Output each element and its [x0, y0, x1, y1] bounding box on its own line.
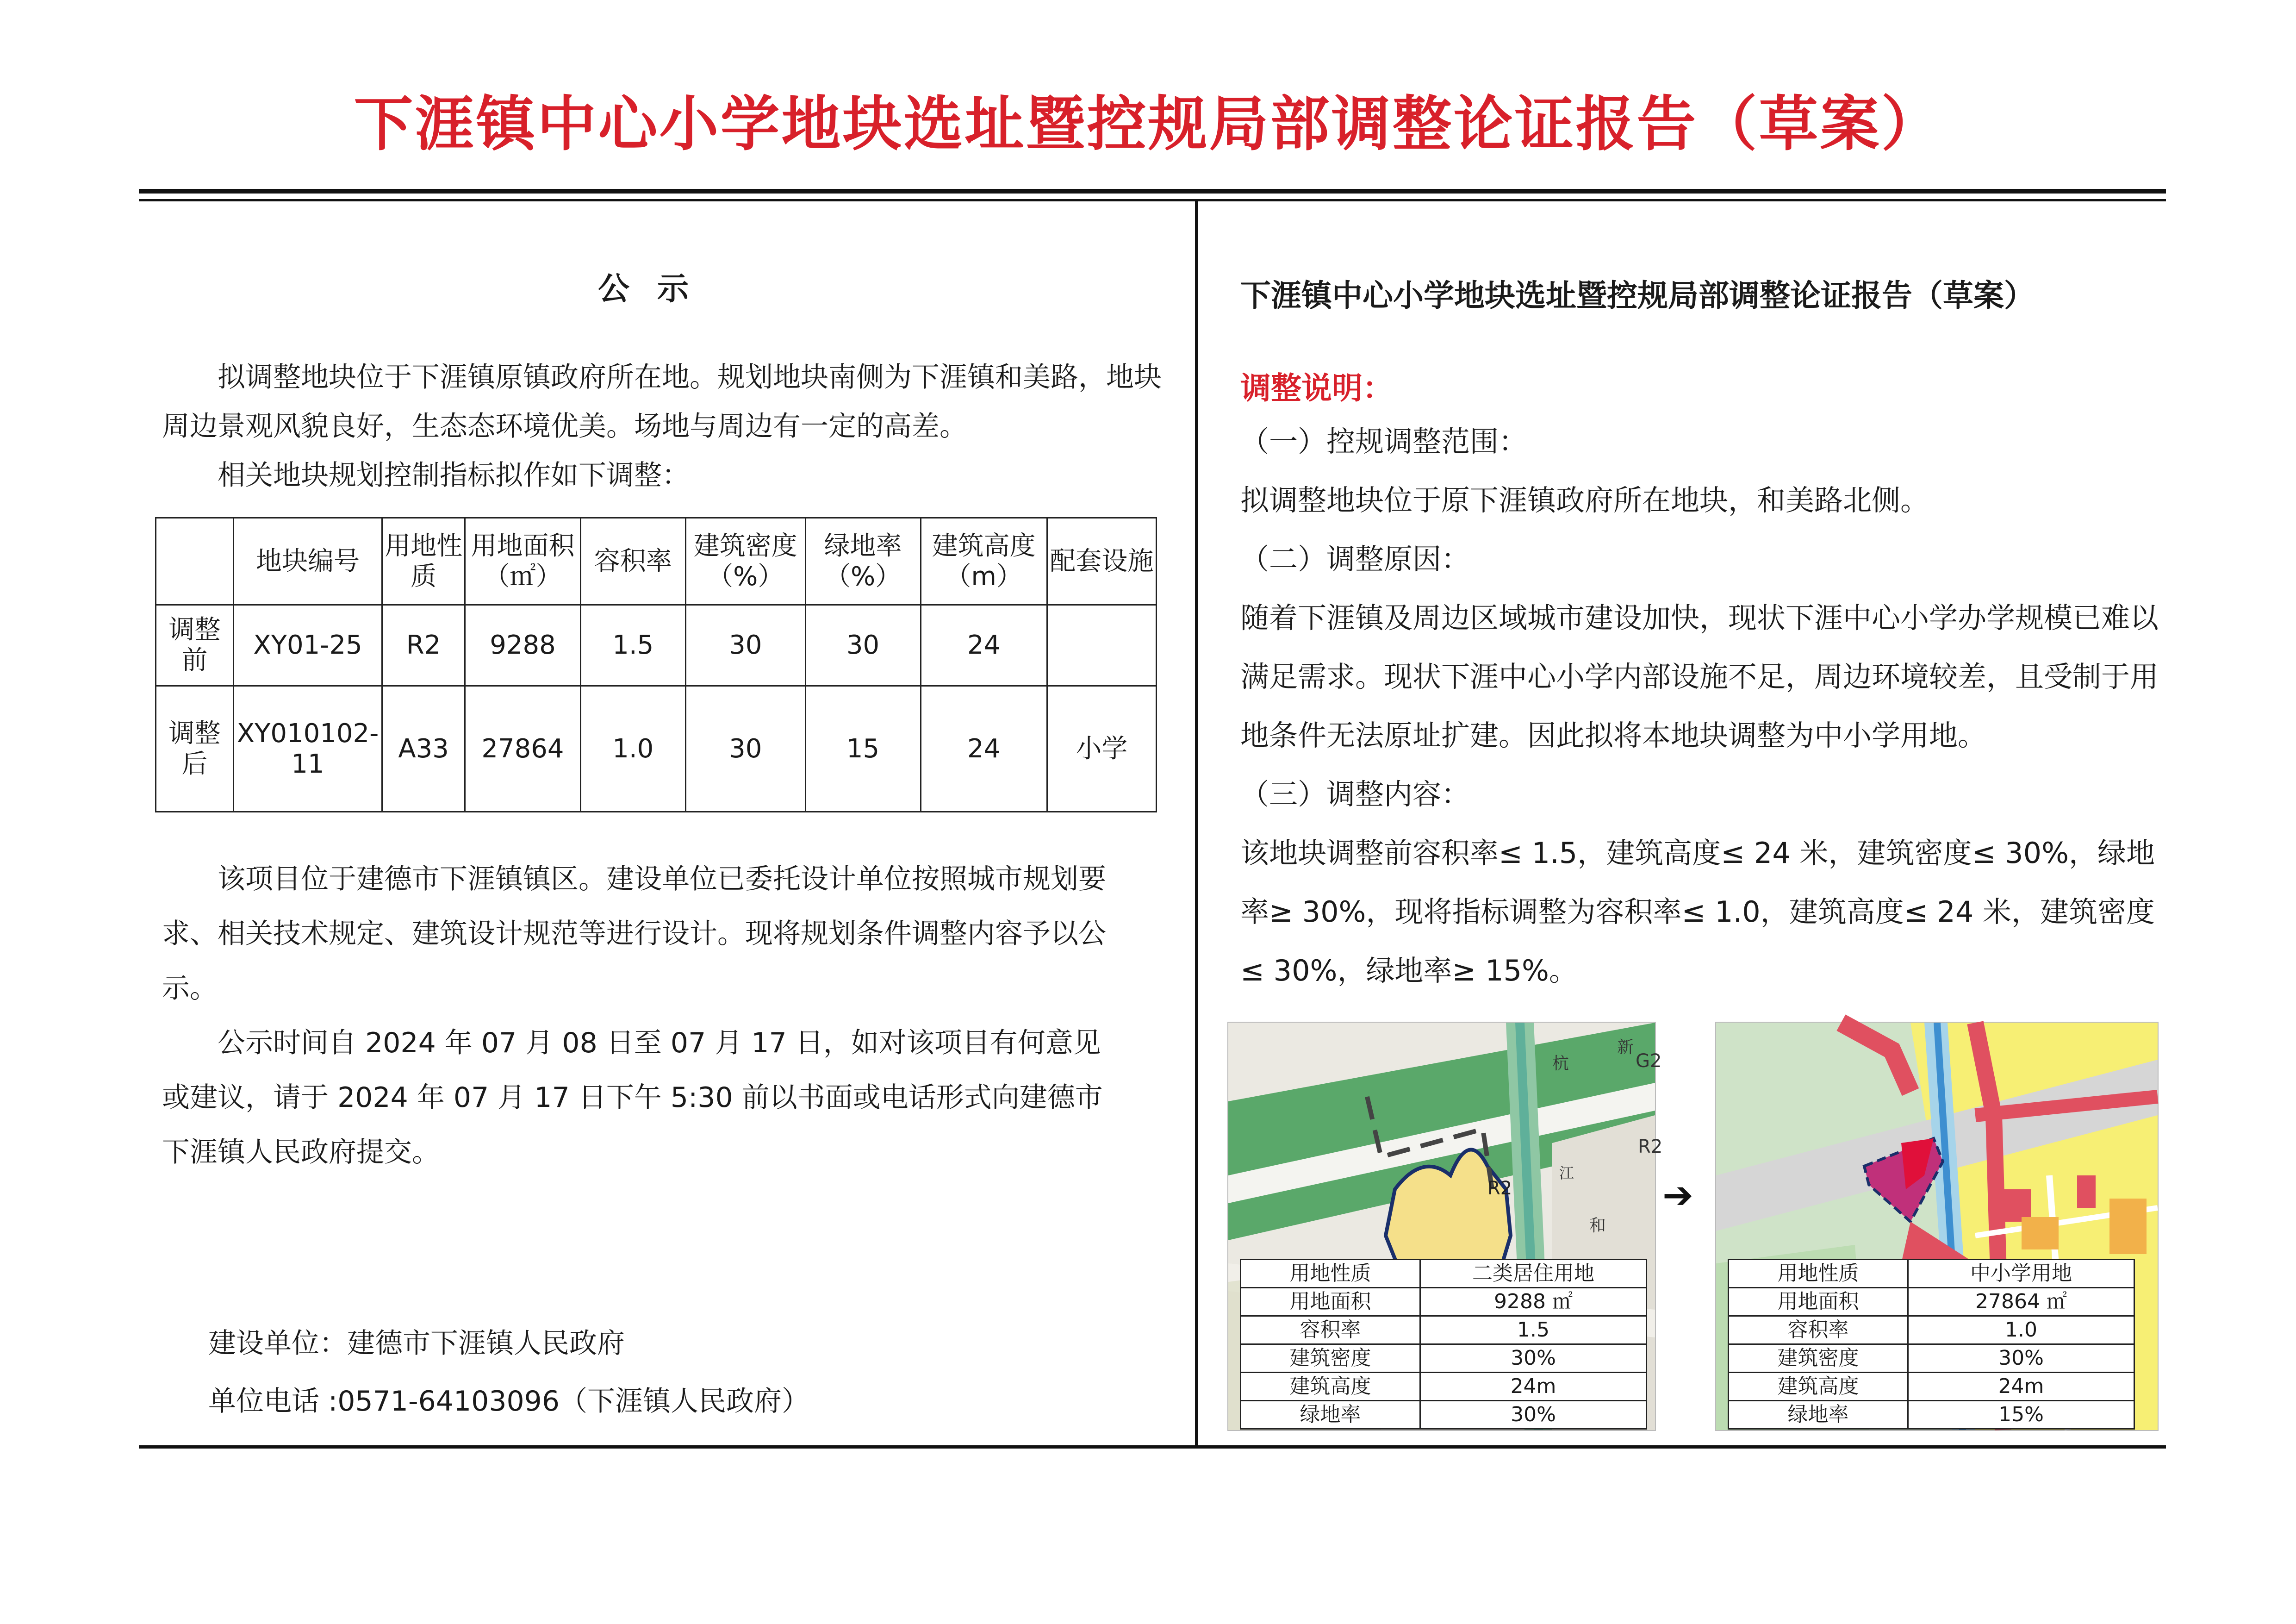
table-row [1241, 1260, 1647, 1288]
report-title: 下涯镇中心小学地块选址暨控规局部调整论证报告（草案） [1240, 278, 2035, 313]
table-row [1241, 1316, 1647, 1344]
map-after [1715, 1022, 2159, 1431]
after-indicator-table [1728, 1259, 2135, 1430]
table-cell: 容积率 [1241, 1316, 1420, 1344]
table-header: 建筑高度（m） [921, 518, 1047, 605]
table-cell: 1.0 [1908, 1316, 2134, 1344]
table-cell: 用地性质 [1241, 1260, 1420, 1288]
table-cell: 二类居住用地 [1420, 1260, 1647, 1288]
section-3-body: 该地块调整前容积率≤ 1.5，建筑高度≤ 24 米，建筑密度≤ 30%，绿地率≥ 30%，现将指标调整为容积率≤ 1.0，建筑高度≤ 24 米，建筑密度≤ 30%，绿地率≥ 15%。 [1240, 836, 2155, 987]
table-cell: 用地面积 [1729, 1288, 1908, 1316]
table-cell: 27864 ㎡ [1908, 1288, 2134, 1316]
section-1-heading: （一）控规调整范围： [1240, 425, 1528, 458]
table-cell: 30% [1420, 1401, 1647, 1429]
table-cell: 15 [805, 686, 921, 812]
map-label-road: 和 [1589, 1216, 1606, 1235]
table-cell: A33 [382, 686, 465, 812]
bottom-rule [139, 1445, 2166, 1449]
table-row [156, 686, 1157, 812]
table-cell: 30% [1908, 1344, 2134, 1373]
table-cell: 1.0 [580, 686, 685, 812]
indicator-table [155, 517, 1157, 812]
table-cell: 15% [1908, 1401, 2134, 1429]
map-label-zone: R2 [1487, 1178, 1512, 1199]
table-header: 配套设施 [1047, 518, 1156, 605]
table-cell: 1.5 [580, 605, 685, 686]
table-cell: 调整后 [156, 686, 234, 812]
table-cell: 绿地率 [1729, 1401, 1908, 1429]
table-cell: 调整前 [156, 605, 234, 686]
table-header-row [156, 518, 1157, 605]
top-rule-thin [139, 199, 2166, 201]
table-row [1729, 1260, 2134, 1288]
table-row [1729, 1344, 2134, 1373]
table-row [1729, 1288, 2134, 1316]
column-divider [1195, 201, 1198, 1447]
table-cell: 24 [921, 605, 1047, 686]
map-label-zone: R2 [1638, 1136, 1663, 1157]
table-row [1729, 1373, 2134, 1401]
table-cell: 27864 [465, 686, 580, 812]
table-header: 绿地率（%） [805, 518, 921, 605]
notice-column [139, 204, 1176, 1435]
table-cell [1047, 605, 1156, 686]
table-cell: 建筑密度 [1729, 1344, 1908, 1373]
notice-body-1: 该项目位于建德市下涯镇镇区。建设单位已委托设计单位按照城市规划要求、相关技术规定、建筑设计规范等进行设计。现将规划条件调整内容予以公示。 [162, 863, 1106, 1005]
table-cell: R2 [382, 605, 465, 686]
section-2-heading: （二）调整原因： [1240, 542, 1470, 576]
notice-heading: 公示 [597, 271, 716, 307]
map-before [1227, 1022, 1663, 1431]
table-cell: 9288 ㎡ [1420, 1288, 1647, 1316]
table-row [156, 605, 1157, 686]
table-cell: 30 [685, 686, 805, 812]
table-header [156, 518, 234, 605]
section-2-body: 随着下涯镇及周边区域城市建设加快，现状下涯中心小学办学规模已难以满足需求。现状下涯中心小学内部设施不足，周边环境较差，且受制于用地条件无法原址扩建。因此拟将本地块调整为中小学用地。 [1240, 601, 2159, 752]
table-cell: XY010102-11 [234, 686, 382, 812]
table-cell: 30 [805, 605, 921, 686]
adjustment-label: 调整说明： [1240, 370, 1393, 406]
map-label-road: 杭 [1552, 1054, 1569, 1073]
map-label-highway: G2 [1636, 1050, 1662, 1072]
table-header: 地块编号 [234, 518, 382, 605]
table-cell: 9288 [465, 605, 580, 686]
table-header: 用地面积（㎡） [465, 518, 580, 605]
table-row [1241, 1344, 1647, 1373]
table-cell: 建筑高度 [1729, 1373, 1908, 1401]
table-row [1241, 1373, 1647, 1401]
table-cell: 建筑密度 [1241, 1344, 1420, 1373]
table-row [1241, 1288, 1647, 1316]
table-cell: 容积率 [1729, 1316, 1908, 1344]
table-header: 容积率 [580, 518, 685, 605]
table-cell: 用地面积 [1241, 1288, 1420, 1316]
unit-phone: 单位电话 :0571-64103096（下涯镇人民政府） [208, 1385, 810, 1418]
section-1-body: 拟调整地块位于原下涯镇政府所在地块，和美路北侧。 [1240, 483, 1929, 517]
notice-body-2: 公示时间自 2024 年 07 月 08 日至 07 月 17 日，如对该项目有何意见或建议，请于 2024 年 07 月 17 日下午 5:30 前以书面或电话形式向建德市下涯镇人民政府提交。 [162, 1027, 1103, 1168]
map-label-road: 江 [1559, 1164, 1574, 1182]
main-title: 下涯镇中心小学地块选址暨控规局部调整论证报告（草案） [354, 90, 1942, 159]
table-header: 用地性质 [382, 518, 465, 605]
map-label-road: 新 [1617, 1038, 1634, 1057]
table-cell: 1.5 [1420, 1316, 1647, 1344]
table-row [1729, 1401, 2134, 1429]
table-cell: 绿地率 [1241, 1401, 1420, 1429]
section-3-heading: （三）调整内容： [1240, 777, 1470, 811]
table-cell: 24m [1420, 1373, 1647, 1401]
table-cell: 小学 [1047, 686, 1156, 812]
construction-unit: 建设单位：建德市下涯镇人民政府 [208, 1327, 625, 1360]
table-cell: 24m [1908, 1373, 2134, 1401]
table-header: 建筑密度（%） [685, 518, 805, 605]
table-cell: 建筑高度 [1241, 1373, 1420, 1401]
table-row [1729, 1316, 2134, 1344]
before-indicator-table [1240, 1259, 1647, 1430]
table-cell: 24 [921, 686, 1047, 812]
table-cell: 用地性质 [1729, 1260, 1908, 1288]
table-cell: 30% [1420, 1344, 1647, 1373]
notice-intro-2: 相关地块规划控制指标拟作如下调整： [218, 459, 690, 492]
table-cell: XY01-25 [234, 605, 382, 686]
table-cell: 30 [685, 605, 805, 686]
notice-intro-1: 拟调整地块位于下涯镇原镇政府所在地。规划地块南侧为下涯镇和美路，地块周边景观风貌良好，生态态环境优美。场地与周边有一定的高差。 [162, 361, 1162, 443]
arrow-icon: ➔ [1662, 1174, 1694, 1217]
top-rule-thick [139, 189, 2166, 194]
table-row [1241, 1401, 1647, 1429]
table-cell: 中小学用地 [1908, 1260, 2134, 1288]
